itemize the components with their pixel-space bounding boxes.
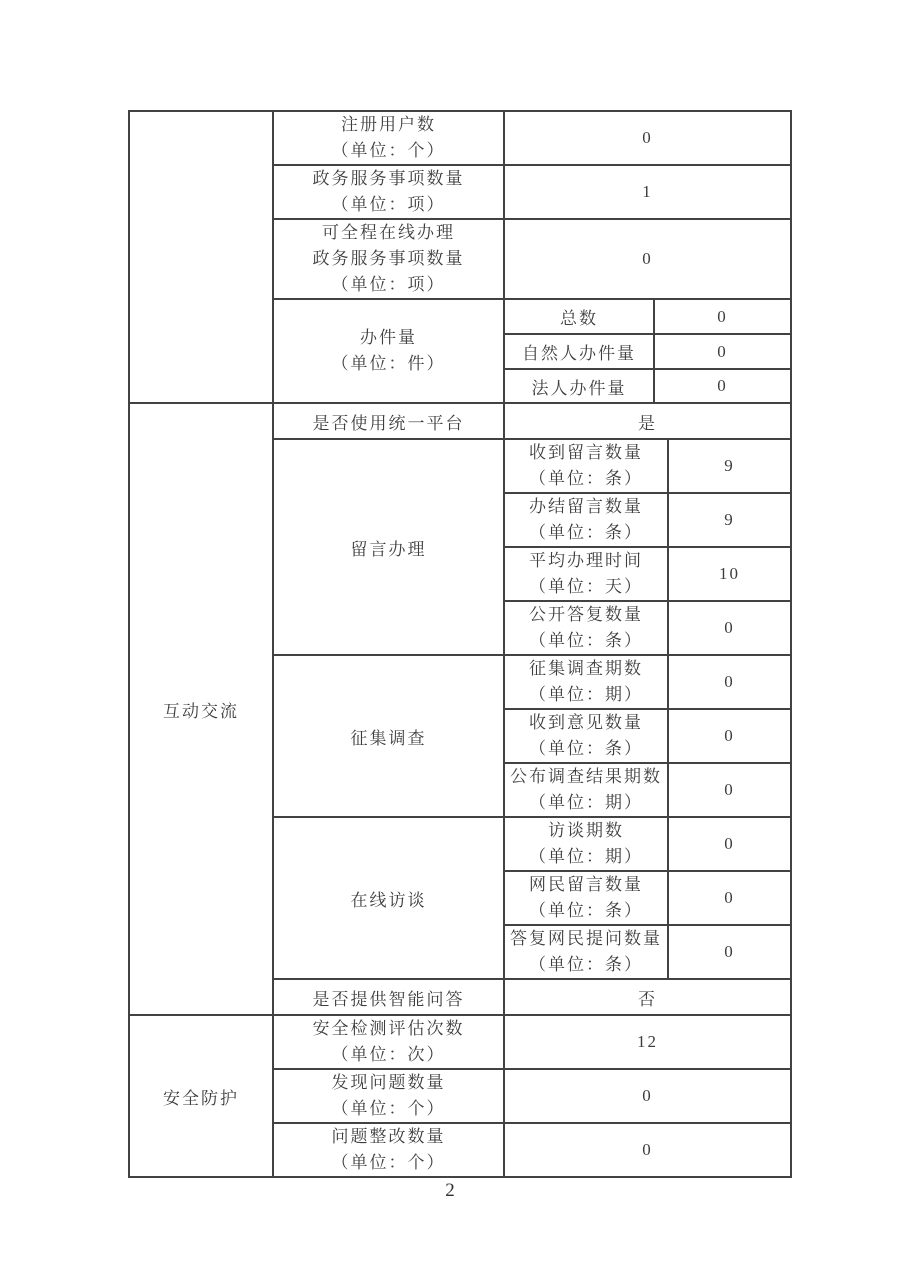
label-text: 发现问题数量 [331,1073,446,1092]
cell-unified-platform-label: 是否使用统一平台 [273,403,504,439]
unit-text: （单位：项） [331,195,446,214]
cell-cases-legal-person-label: 法人办件量 [504,369,654,403]
cell-service-items-value: 1 [504,165,791,219]
cell-surveys-results-value: 0 [668,763,791,817]
cell-cases-total-value: 0 [654,299,791,334]
cell-cases-group-label [273,299,504,403]
cell-cases-natural-person-label: 自然人办件量 [504,334,654,369]
cell-problems-rectified-value: 0 [504,1123,791,1177]
cell-category-interaction: 互动交流 [129,403,273,1015]
cell-interviews-replies-label [504,925,668,979]
cell-registered-users-label [273,111,504,165]
label-text: 收到意见数量 [529,713,643,732]
cell-problems-found-value: 0 [504,1069,791,1123]
unit-text: （单位：期） [529,793,643,812]
cell-online-items-value: 0 [504,219,791,299]
label-text: 访谈期数 [548,821,624,840]
cell-interviews-group-label: 在线访谈 [273,817,504,979]
unit-text: （单位：条） [529,739,643,758]
cell-interviews-periods-label [504,817,668,871]
cell-surveys-opinions-value: 0 [668,709,791,763]
cell-cases-legal-person-value: 0 [654,369,791,403]
cell-surveys-periods-label [504,655,668,709]
cell-messages-completed-label [504,493,668,547]
unit-text: （单位：个） [331,141,446,160]
cell-assessments-value: 12 [504,1015,791,1069]
group-unit-text: （单位：件） [331,354,446,373]
cell-smart-qa-value: 否 [504,979,791,1015]
cell-smart-qa-label: 是否提供智能问答 [273,979,504,1015]
label-text: 收到留言数量 [529,443,643,462]
unit-text: （单位：期） [529,685,643,704]
unit-text: （单位：天） [529,577,643,596]
cell-messages-group-label: 留言办理 [273,439,504,655]
cell-problems-found-label [273,1069,504,1123]
label-text: 公开答复数量 [529,605,643,624]
cell-unified-platform-value: 是 [504,403,791,439]
cell-service-items-label [273,165,504,219]
unit-text: （单位：个） [331,1099,446,1118]
unit-text: （单位：条） [529,469,643,488]
unit-text: （单位：个） [331,1153,446,1172]
unit-text: （单位：期） [529,847,643,866]
cell-messages-received-label [504,439,668,493]
label-text-line1: 可全程在线办理 [322,223,455,242]
table-row [129,1015,791,1069]
cell-surveys-periods-value: 0 [668,655,791,709]
cell-surveys-results-label [504,763,668,817]
cell-category-security: 安全防护 [129,1015,273,1177]
cell-messages-completed-value: 9 [668,493,791,547]
statistics-table [128,110,792,1178]
cell-messages-received-value: 9 [668,439,791,493]
label-text: 安全检测评估次数 [312,1019,465,1038]
cell-interviews-netizen-messages-value: 0 [668,871,791,925]
cell-messages-avg-days-value: 10 [668,547,791,601]
table-row [129,111,791,165]
label-text: 注册用户数 [341,115,436,134]
cell-category-blank [129,111,273,403]
unit-text: （单位：条） [529,523,643,542]
cell-surveys-group-label: 征集调查 [273,655,504,817]
unit-text: （单位：条） [529,955,643,974]
unit-text: （单位：项） [331,275,446,294]
cell-problems-rectified-label [273,1123,504,1177]
cell-messages-avg-days-label [504,547,668,601]
label-text: 答复网民提问数量 [510,929,662,948]
label-text: 办结留言数量 [529,497,643,516]
label-text: 征集调查期数 [529,659,643,678]
cell-cases-total-label: 总数 [504,299,654,334]
cell-interviews-replies-value: 0 [668,925,791,979]
page-number: 2 [445,1180,455,1201]
cell-cases-natural-person-value: 0 [654,334,791,369]
cell-online-items-label [273,219,504,299]
cell-surveys-opinions-label [504,709,668,763]
unit-text: （单位：条） [529,901,643,920]
label-text: 平均办理时间 [529,551,643,570]
unit-text: （单位：次） [331,1045,446,1064]
cell-interviews-periods-value: 0 [668,817,791,871]
label-text: 政务服务事项数量 [312,169,465,188]
label-text: 问题整改数量 [331,1127,446,1146]
table-row [129,403,791,439]
unit-text: （单位：条） [529,631,643,650]
cell-interviews-netizen-messages-label [504,871,668,925]
label-text: 公布调查结果期数 [510,767,662,786]
cell-assessments-label [273,1015,504,1069]
cell-messages-public-replies-value: 0 [668,601,791,655]
group-label-text: 办件量 [360,328,417,347]
cell-messages-public-replies-label [504,601,668,655]
label-text: 网民留言数量 [529,875,643,894]
cell-registered-users-value: 0 [504,111,791,165]
label-text-line2: 政务服务事项数量 [312,249,465,268]
